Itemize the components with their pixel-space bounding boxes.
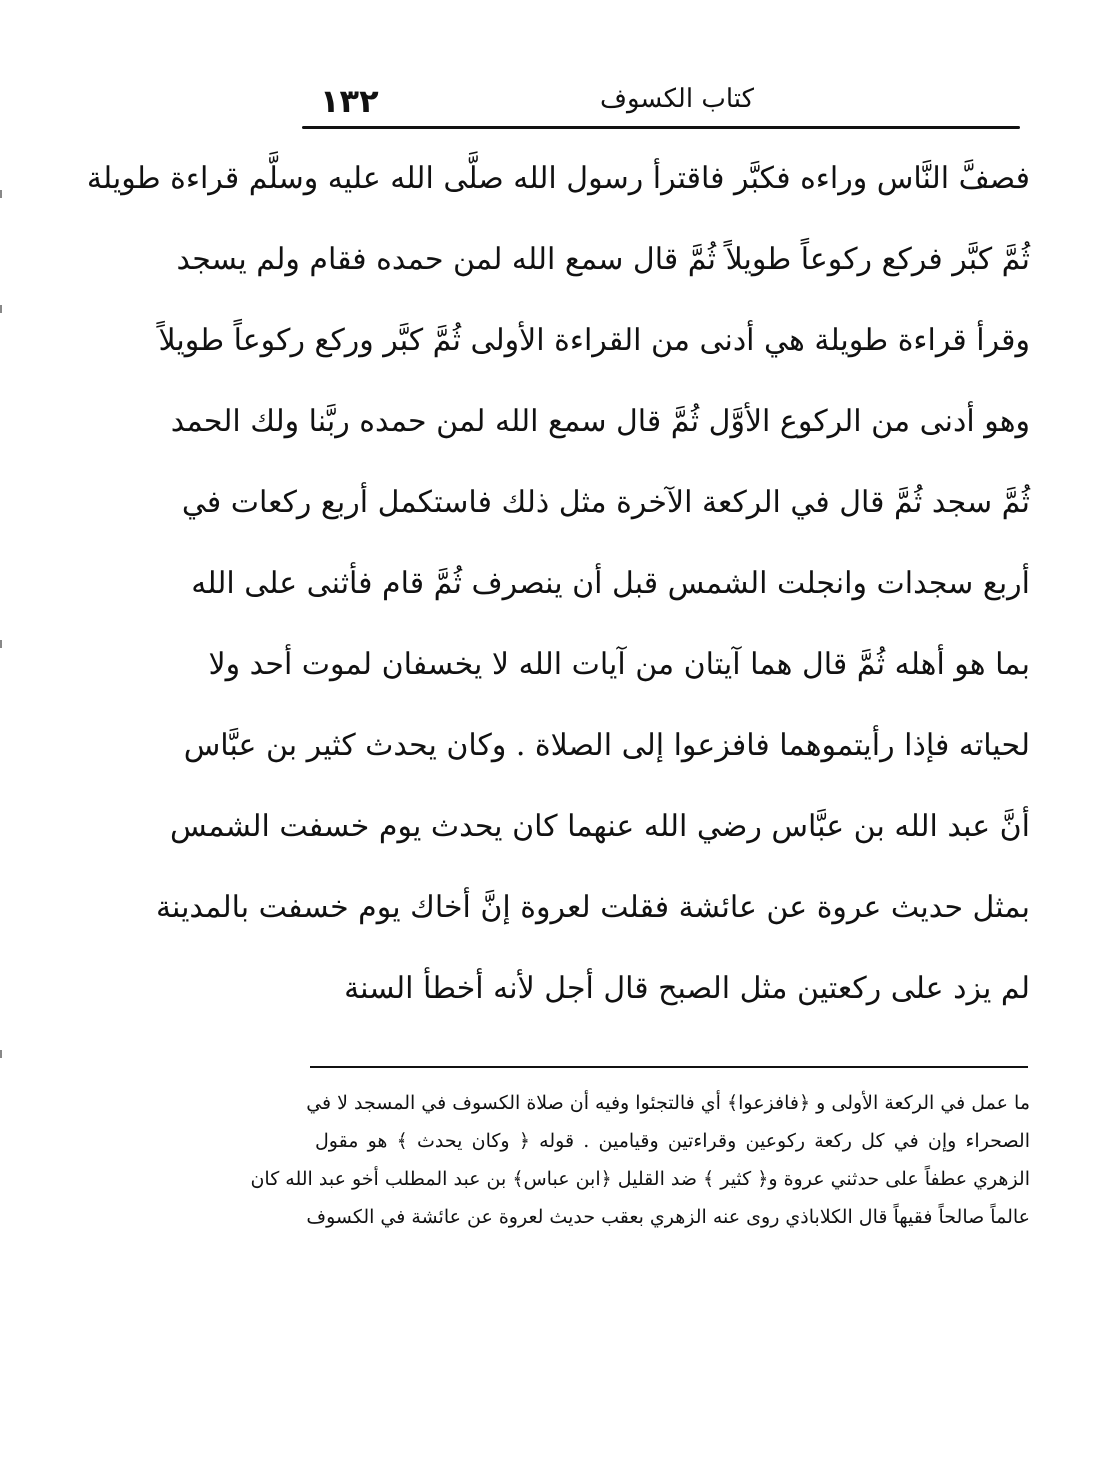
page-header [300,78,1020,128]
margin-mark [0,190,2,198]
footnote-line: ما عمل في الركعة الأولى و ﴿فافزعوا﴾ أي فالتجئوا وفيه أن صلاة الكسوف في المسجد لا في [306,1092,1030,1114]
text-line: ثُمَّ سجد ثُمَّ قال في الركعة الآخرة مثل ذلك فاستكمل أربع ركعات في [181,485,1030,520]
text-line: بمثل حديث عروة عن عائشة فقلت لعروة إنَّ أخاك يوم خسفت بالمدينة [155,890,1030,925]
header-rule [302,126,1020,129]
footnotes [250,1084,1030,1236]
text-line: وهو أدنى من الركوع الأوَّل ثُمَّ قال سمع الله لمن حمده ربَّنا ولك الحمد [170,404,1030,439]
text-line: ثُمَّ كبَّر فركع ركوعاً طويلاً ثُمَّ قال سمع الله لمن حمده فقام ولم يسجد [176,242,1030,277]
text-line: فصفَّ النَّاس وراءه فكبَّر فاقترأ رسول الله صلَّى الله عليه وسلَّم قراءة طويلة [86,161,1030,196]
text-line: أنَّ عبد الله بن عبَّاس رضي الله عنهما كان يحدث يوم خسفت الشمس [170,809,1030,844]
margin-mark [0,640,2,648]
footnote-rule [310,1066,1028,1068]
footnote-line: الزهري عطفاً على حدثني عروة و﴿ كثير ﴾ ضد القليل ﴿ابن عباس﴾ بن عبد المطلب أخو عبد الله كان [250,1168,1030,1190]
running-title: كتاب الكسوف [600,84,754,114]
margin-mark [0,1050,2,1058]
main-text [86,138,1030,1029]
margin-mark [0,305,2,313]
text-line: وقرأ قراءة طويلة هي أدنى من القراءة الأولى ثُمَّ كبَّر وركع ركوعاً طويلاً [158,323,1030,358]
text-line: بما هو أهله ثُمَّ قال هما آيتان من آيات الله لا يخسفان لموت أحد ولا [208,647,1030,682]
page-number: ١٣٢ [320,82,379,120]
footnote-line: عالماً صالحاً فقيهاً قال الكلاباذي روى عنه الزهري بعقب حديث لعروة عن عائشة في الكسوف [306,1206,1030,1228]
text-line: لحياته فإذا رأيتموهما فافزعوا إلى الصلاة . وكان يحدث كثير بن عبَّاس [183,728,1030,763]
text-line: أربع سجدات وانجلت الشمس قبل أن ينصرف ثُمَّ قام فأثنى على الله [191,566,1030,601]
text-line: لم يزد على ركعتين مثل الصبح قال أجل لأنه أخطأ السنة [344,971,1030,1006]
footnote-line: الصحراء وإن في كل ركعة ركوعين وقراءتين وقيامين . قوله ﴿ وكان يحدث ﴾ هو مقول [315,1130,1030,1152]
